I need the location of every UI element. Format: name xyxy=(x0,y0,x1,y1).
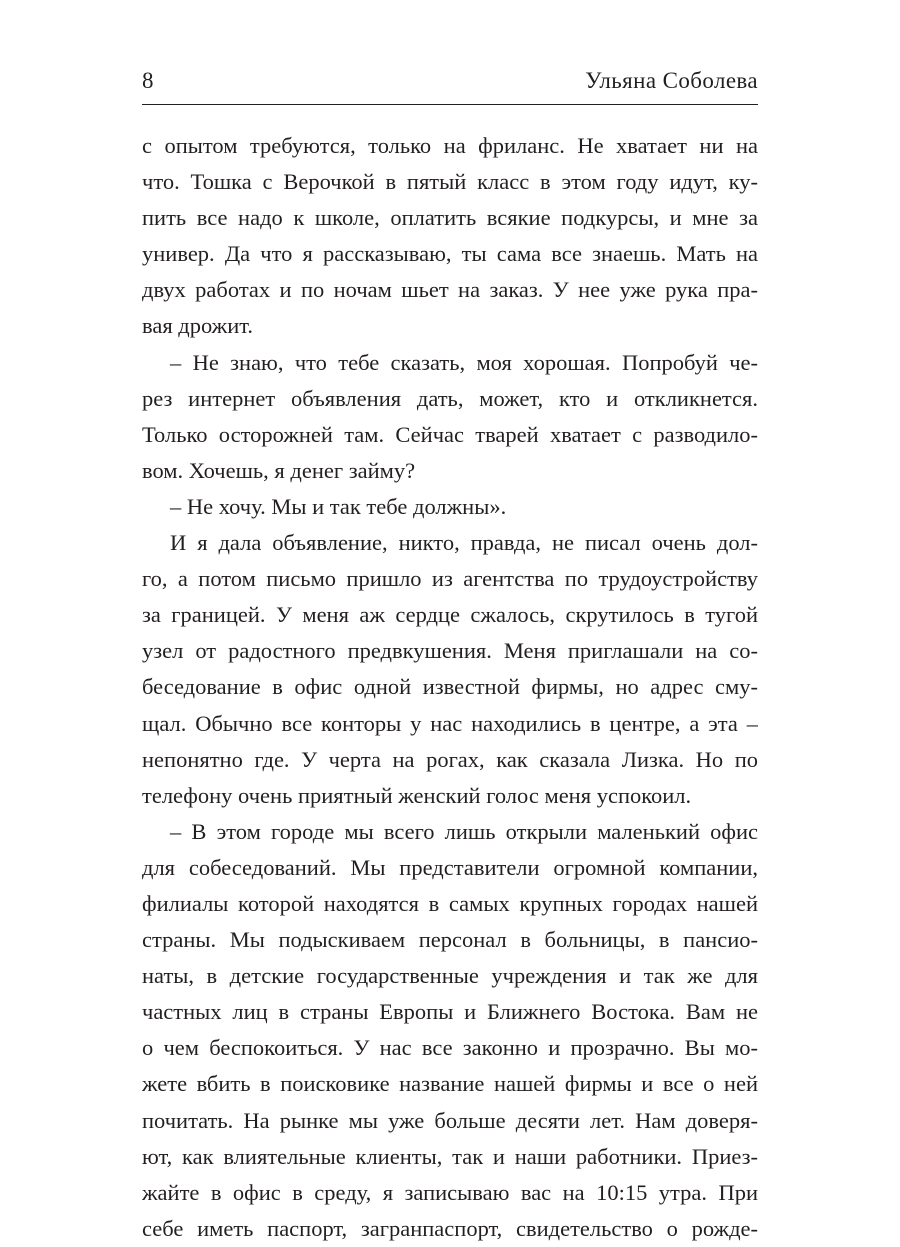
text-line: универ. Да что я рассказываю, ты сама все знаешь. Мать на xyxy=(142,241,758,267)
text-line: для собеседований. Мы представители огромной компании, xyxy=(142,854,758,880)
text-line: беседование в офис одной известной фирмы, но адрес сму- xyxy=(142,674,758,700)
text-line: щал. Обычно все конторы у нас находились в центре, а эта – xyxy=(142,710,758,736)
text-line: почитать. На рынке мы уже больше десяти лет. Нам доверя- xyxy=(142,1107,758,1133)
text-line: – Не знаю, что тебе сказать, моя хорошая. Попробуй че- xyxy=(170,349,758,375)
text-line: наты, в детские государственные учреждения и так же для xyxy=(142,963,758,989)
text-line: Только осторожней там. Сейчас тварей хватает с разводило- xyxy=(142,421,758,447)
text-line: го, а потом письмо пришло из агентства по трудоустройству xyxy=(142,566,758,592)
text-line: двух работах и по ночам шьет на заказ. У нее уже рука пра- xyxy=(142,277,758,303)
text-line: вая дрожит. xyxy=(142,313,254,339)
text-line: И я дала объявление, никто, правда, не писал очень дол- xyxy=(170,530,758,556)
text-line: жайте в офис в среду, я записываю вас на 10:15 утра. При xyxy=(142,1179,758,1205)
text-line: телефону очень приятный женский голос меня успокоил. xyxy=(142,782,692,808)
text-line: с опытом требуются, только на фриланс. Не хватает ни на xyxy=(142,133,758,158)
text-line: частных лиц в страны Европы и Ближнего Востока. Вам не xyxy=(142,999,758,1025)
author-name: Ульяна Соболева xyxy=(585,68,758,93)
text-line: рез интернет объявления дать, может, кто и откликнется. xyxy=(142,385,758,411)
text-line: себе иметь паспорт, загранпаспорт, свидетельство о рожде- xyxy=(142,1215,758,1241)
text-line: ют, как влиятельные клиенты, так и наши работники. Приез- xyxy=(142,1143,758,1169)
text-line: за границей. У меня аж сердце сжалось, скрутилось в тугой xyxy=(142,602,758,628)
text-line: – Не хочу. Мы и так тебе должны». xyxy=(170,493,507,519)
text-line: непонятно где. У черта на рогах, как сказала Лизка. Но по xyxy=(142,746,758,772)
text-line: что. Тошка с Верочкой в пятый класс в этом году идут, ку- xyxy=(142,169,758,195)
header-rule xyxy=(142,104,758,105)
text-line: жете вбить в поисковике название нашей фирмы и все о ней xyxy=(142,1071,758,1097)
body-text xyxy=(142,128,758,1247)
text-line: о чем беспокоиться. У нас все законно и прозрачно. Вы мо- xyxy=(142,1035,758,1061)
text-line: страны. Мы подыскиваем персонал в больницы, в пансио- xyxy=(142,927,758,953)
page-number: 8 xyxy=(142,68,154,93)
text-line: пить все надо к школе, оплатить всякие подкурсы, и мне за xyxy=(142,205,758,231)
text-line: – В этом городе мы всего лишь открыли маленький офис xyxy=(170,818,758,844)
text-line: вом. Хочешь, я денег займу? xyxy=(142,457,416,483)
text-line: филиалы которой находятся в самых крупных городах нашей xyxy=(142,890,758,916)
running-header xyxy=(142,64,758,98)
text-line: узел от радостного предвкушения. Меня приглашали на со- xyxy=(142,638,758,664)
